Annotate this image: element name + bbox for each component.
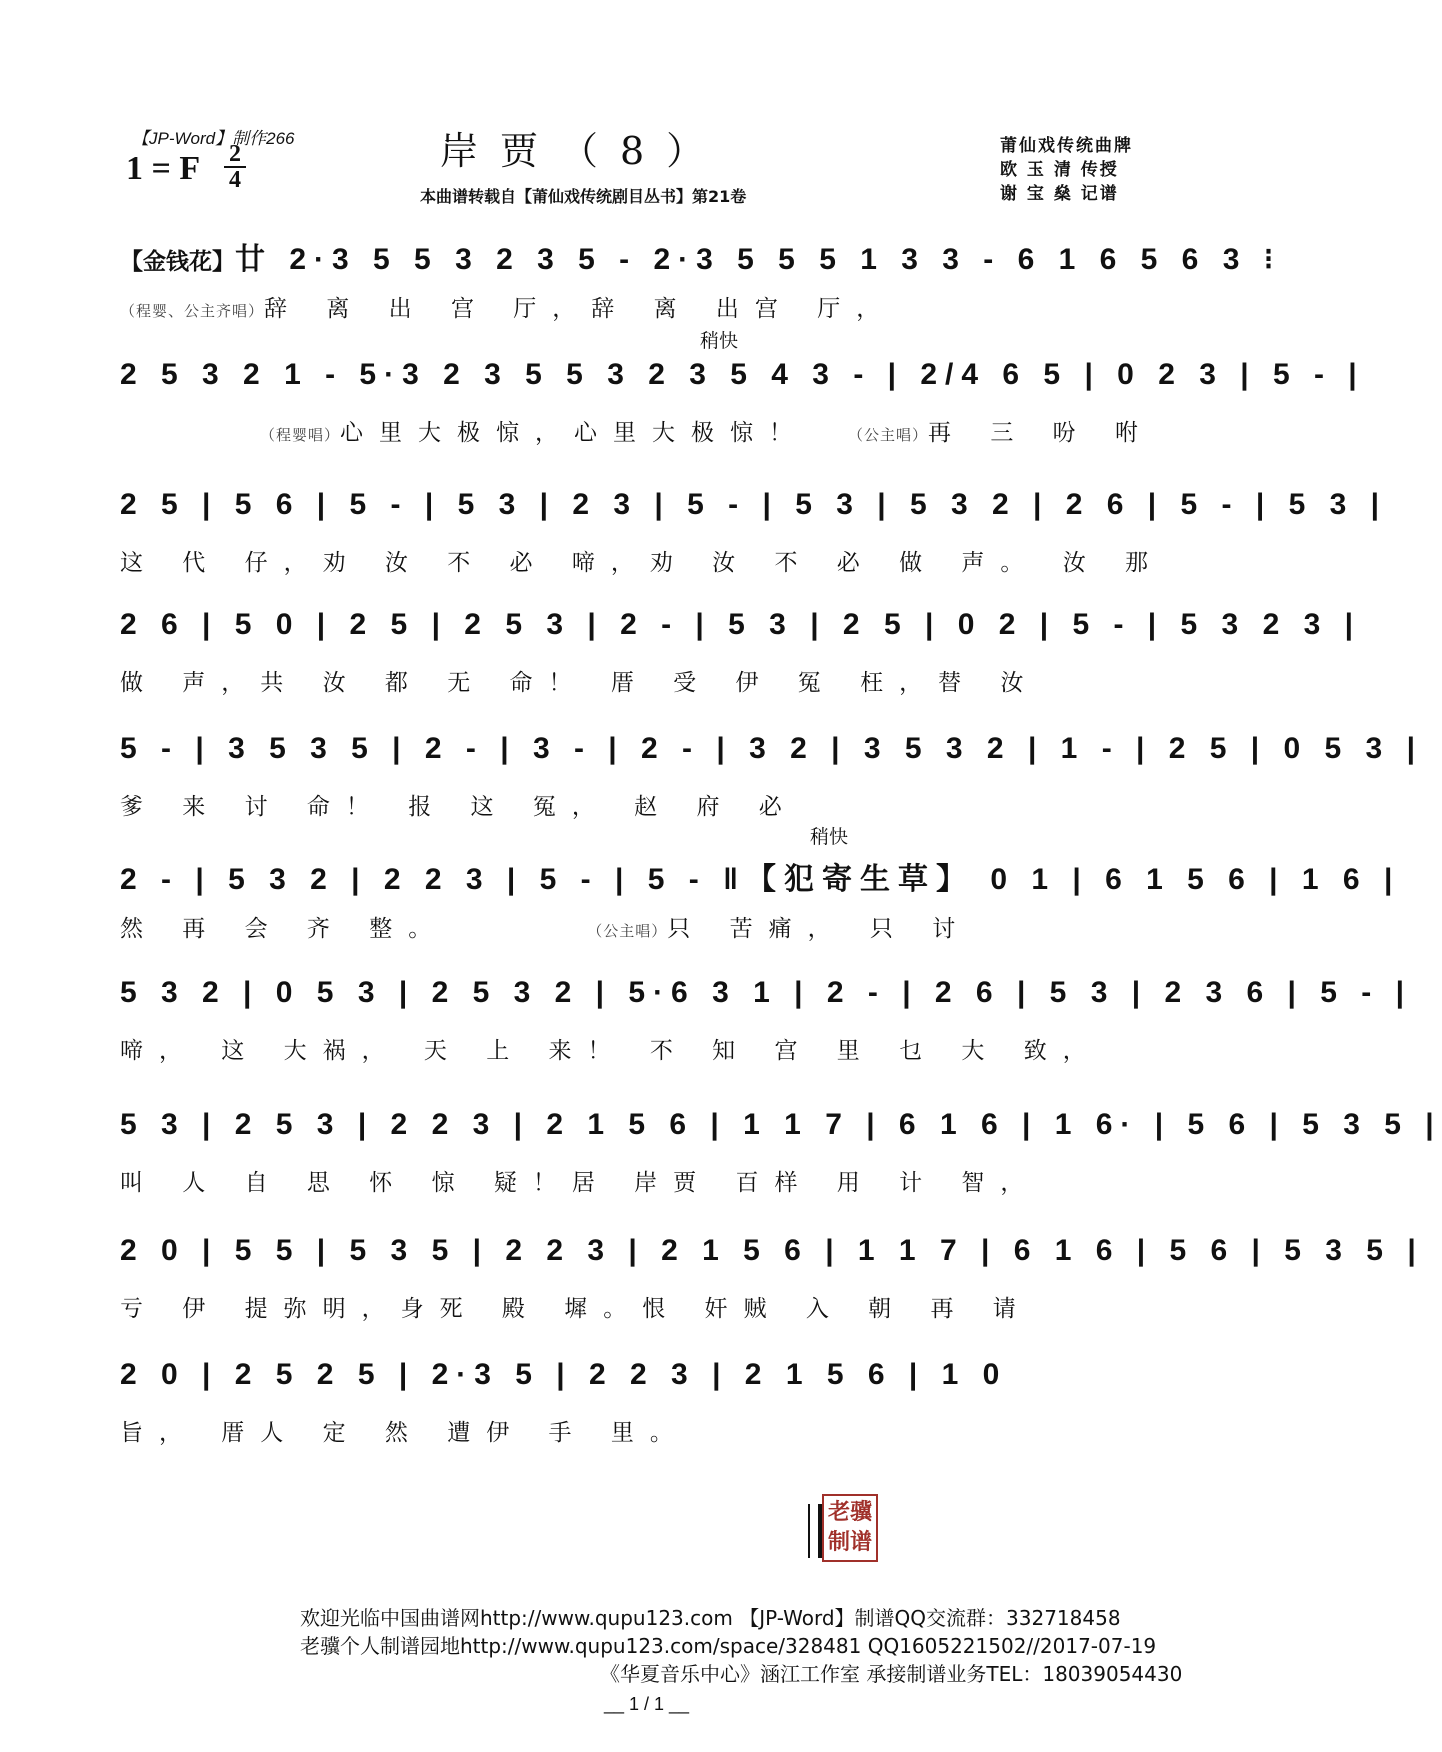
lyrics-text: 再 三 吩 咐 [928,420,1154,446]
lyrics-line [120,1022,1160,1072]
tempo-marking: 稍快 [700,330,739,352]
footer-credits [300,1604,1183,1688]
lyrics-line [120,1154,1160,1204]
key-signature: 1 = F [126,150,201,187]
notation-text: 2 0 | 5 5 | 5 3 5 | 2 2 3 | 2 1 5 6 | 1 1 7 | 6 1 6 | 5 6 | 5 3 5 | [120,1234,1424,1267]
maker-tag: 【JP-Word】制作266 [132,129,295,148]
score-system [120,728,1423,828]
final-barline [808,1504,823,1558]
score-system [120,604,1362,704]
notation-text: 2 6 | 5 0 | 2 5 | 2 5 3 | 2 - | 5 3 | 2 5 | 0 2 | 5 - | 5 3 2 3 | [120,608,1362,641]
notation-text: 5 - | 3 5 3 5 | 2 - | 3 - | 2 - | 3 2 | 3 5 3 2 | 1 - | 2 5 | 0 5 3 | [120,732,1423,765]
source-note: 本曲谱转载自【莆仙戏传统剧目丛书】第21卷 [420,187,747,206]
seal-text: 制谱 [827,1530,872,1555]
lyrics-line [120,534,1165,584]
time-numerator: 2 [229,141,241,167]
piece-title: 岸贾（8） [440,129,727,173]
lyrics-line [120,778,1160,828]
lyrics-line [120,900,1160,950]
score-system [120,972,1412,1072]
lyrics-text: 亏 伊 提弥明，身死 殿 墀。恨 奸贼 入 朝 再 请 [120,1296,1032,1322]
score-system [120,1104,1442,1204]
notation-text: 5 3 | 2 5 3 | 2 2 3 | 2 1 5 6 | 1 1 7 | 6 1 6 | 1 6· | 5 6 | 5 3 5 | [120,1108,1442,1141]
notation-text: 2 0 | 2 5 2 5 | 2·3 5 | 2 2 3 | 2 1 5 6 | 1 0 [120,1358,1008,1391]
credit-line: 莆仙戏传统曲牌 [1000,136,1133,156]
footer-line: 《华夏音乐中心》涵江工作室 承接制谱业务TEL：18039054430 [600,1662,1183,1686]
lyrics-text: 爹 来 讨 命！ 报 这 冤， 赵 府 必 [120,794,798,820]
notation-text: 2 5 3 2 1 - 5·3 2 3 5 5 3 2 3 5 4 3 - | 2/4 6 5 | 0 2 3 | 5 - | [120,358,1365,391]
lyrics-line [120,280,1160,330]
singer-note: （公主唱） [587,922,668,940]
tempo-marking: 稍快 [810,826,849,848]
notation-text: 廿 2·3 5 5 3 2 3 5 - 2·3 5 5 5 1 3 3 - 6 1 6 5 6 3 ⁝ [235,243,1282,276]
footer-line: 欢迎光临中国曲谱网http://www.qupu123.com 【JP-Word】制谱QQ交流群：332718458 [300,1606,1121,1630]
score-system [120,1354,1008,1454]
lyrics-line [120,404,1160,454]
time-signature [222,143,248,191]
notation-line [120,728,1423,778]
score-system [120,1230,1424,1330]
notation-text: 5 3 2 | 0 5 3 | 2 5 3 2 | 5·6 3 1 | 2 - | 2 6 | 5 3 | 2 3 6 | 5 - | [120,976,1412,1009]
lyrics-text: 这 代 仔，劝 汝 不 必 啼，劝 汝 不 必 做 声。 汝 那 [120,550,1165,576]
footer-line: 老骥个人制谱园地http://www.qupu123.com/space/328481 QQ1605221502//2017-07-19 [300,1634,1157,1658]
notation-line [120,1354,1008,1404]
singer-note: （程婴、公主齐唱） [120,302,265,320]
time-denominator: 4 [229,167,241,193]
score-system [120,484,1388,584]
notation-line [120,330,1365,404]
lyrics-text: 做 声，共 汝 都 无 命！ 厝 受 伊 冤 枉，替 汝 [120,670,1040,696]
seal-text: 老骥 [827,1500,872,1525]
notation-line [120,826,1401,900]
score-system [120,230,1282,330]
lyrics-text: 然 再 会 齐 整。 [120,916,448,942]
lyrics-line [120,1404,810,1454]
score-system [120,826,1401,950]
notation-line [120,972,1412,1022]
lyrics-text: 旨， 厝人 定 然 遭伊 手 里。 [120,1420,689,1446]
notation-line [120,230,1282,280]
lyrics-text: 啼， 这 大祸， 天 上 来！ 不 知 宫 里 乜 大 致， [120,1038,1102,1064]
score-system [120,330,1365,454]
notation-text: 2 - | 5 3 2 | 2 2 3 | 5 - | 5 - ‖【犯寄生草】 0 1 | 6 1 5 6 | 1 6 | [120,863,1401,896]
notation-text: 2 5 | 5 6 | 5 - | 5 3 | 2 3 | 5 - | 5 3 | 5 3 2 | 2 6 | 5 - | 5 3 | [120,488,1388,521]
tune-label: 【金钱花】 [120,249,235,275]
notation-line [120,484,1388,534]
singer-note: （程婴唱） [260,426,341,444]
lyrics-line [120,1280,1160,1330]
notation-line [120,1230,1424,1280]
page-number: __ 1 / 1 __ [604,1694,690,1714]
lyrics-line [120,654,1160,704]
credit-line: 谢 宝 燊 记谱 [1000,184,1119,204]
lyrics-text: 辞 离 出 宫 厅，辞 离 出宫 厅， [264,296,896,322]
credit-line: 欧 玉 清 传授 [1000,160,1119,180]
credits [1000,134,1133,206]
lyrics-text: 叫 人 自 思 怀 惊 疑！居 岸贾 百样 用 计 智， [120,1170,1040,1196]
singer-note: （公主唱） [848,426,929,444]
notation-line [120,1104,1442,1154]
notation-line [120,604,1362,654]
maker-seal [822,1494,878,1562]
lyrics-text: 只 苦痛， 只 讨 [667,916,972,942]
lyrics-text: 心里大极惊，心里大极惊！ [340,420,809,446]
